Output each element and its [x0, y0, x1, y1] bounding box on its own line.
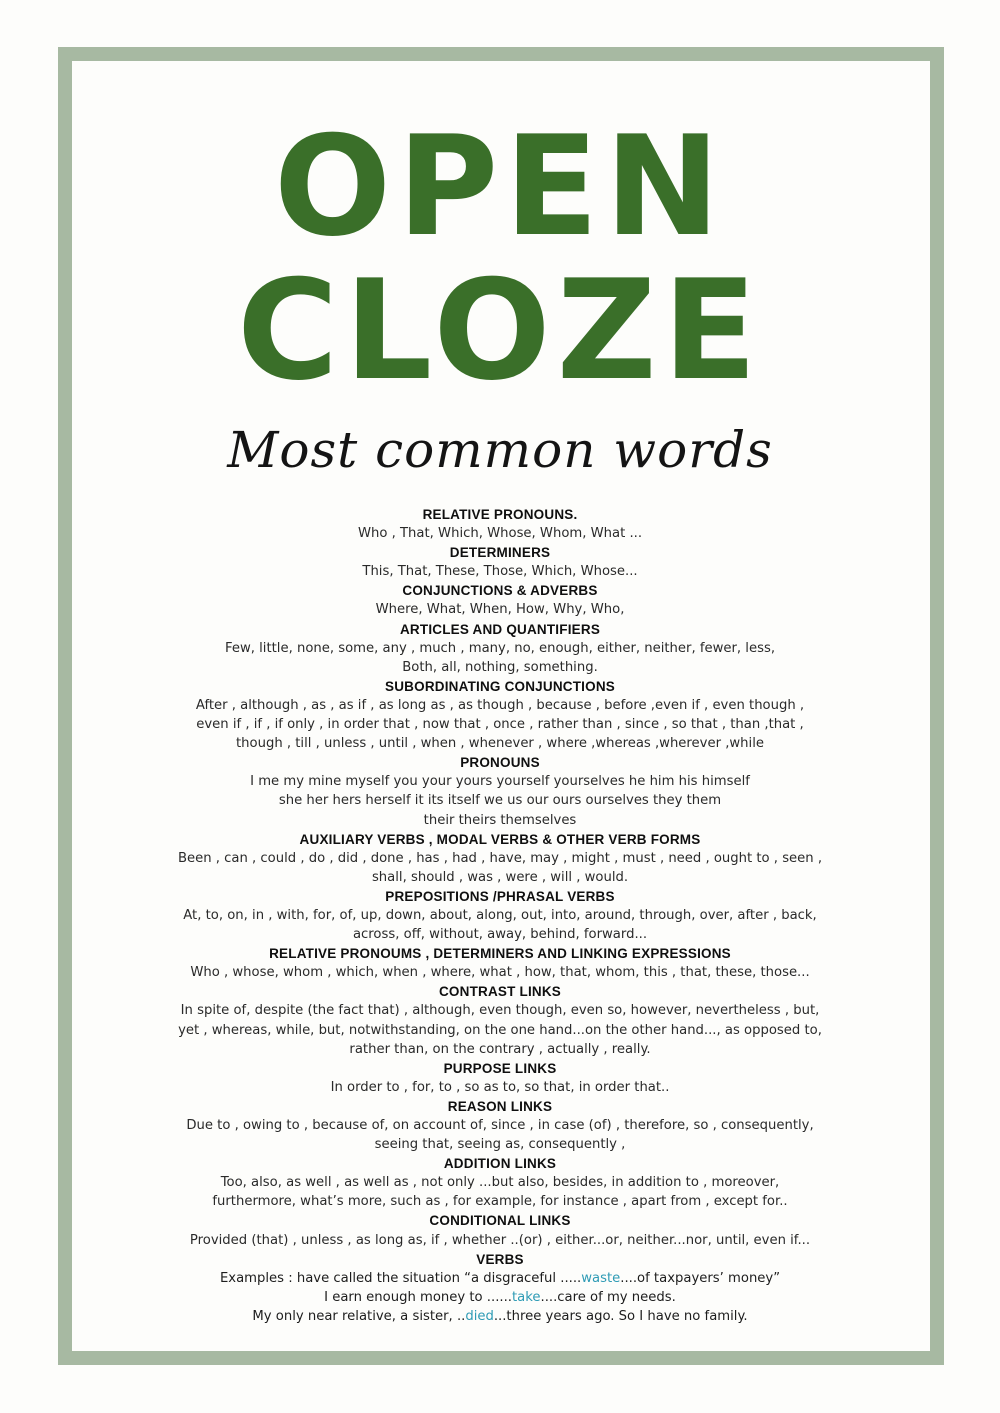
example-line — [140, 1307, 860, 1326]
section-heading: CONJUNCTIONS & ADVERBS — [402, 583, 598, 599]
section-line: In order to , for, to , so as to, so that, in order that.. — [330, 1079, 670, 1095]
section-heading: RELATIVE PRONOUNS. — [422, 507, 578, 522]
section-line: This, That, These, Those, Which, Whose... — [362, 564, 638, 580]
section — [140, 830, 860, 887]
section-line: In spite of, despite (the fact that) , although, even though, even so, however, nevertheless , but, — [180, 1003, 820, 1019]
section — [140, 543, 860, 581]
section-line: Both, all, nothing, something. — [402, 659, 598, 675]
section-line: across, off, without, away, behind, forward... — [352, 927, 648, 943]
section — [140, 1154, 860, 1211]
section-line: their theirs themselves — [423, 812, 577, 828]
section-line: After , although , as , as if , as long as , as though , because , before ,even if , even though , — [195, 697, 805, 713]
example-text: My only near relative, a sister, .. — [252, 1308, 466, 1324]
section-line: Who , That, Which, Whose, Whom, What ... — [357, 526, 643, 542]
example-text: ...three years ago. So I have no family. — [493, 1308, 748, 1324]
example-answer: take — [511, 1289, 541, 1305]
section — [140, 1097, 860, 1154]
section-line: even if , if , if only , in order that , now that , once , rather than , since , so that , than ,that , — [196, 717, 804, 733]
section-line: furthermore, what’s more, such as , for example, for instance , apart from , except for.. — [212, 1194, 788, 1210]
section-line: yet , whereas, while, but, notwithstanding, on the one hand...on the other hand..., as opposed to, — [178, 1022, 822, 1038]
section-heading: CONDITIONAL LINKS — [429, 1213, 571, 1229]
example-answer: died — [465, 1308, 494, 1324]
title-line-open: OPEN — [273, 106, 727, 267]
section-heading: ARTICLES AND QUANTIFIERS — [399, 621, 601, 637]
section-verbs — [140, 1250, 860, 1326]
example-line — [140, 1269, 860, 1288]
title-line-cloze: CLOZE — [237, 250, 763, 411]
section — [140, 581, 860, 619]
example-text: ....care of my needs. — [540, 1289, 676, 1305]
section-line: rather than, on the contrary , actually , really. — [349, 1041, 651, 1057]
example-answer: waste — [581, 1270, 621, 1286]
section-heading: CONTRAST LINKS — [438, 984, 562, 1000]
word-list — [140, 505, 860, 1326]
section-heading: PRONOUNS — [460, 755, 540, 771]
section — [140, 505, 860, 543]
section — [140, 944, 860, 982]
section-line: At, to, on, in , with, for, of, up, down, about, along, out, into, around, through, over, after , back, — [183, 907, 817, 923]
section-line: seeing that, seeing as, consequently , — [374, 1137, 626, 1153]
section-line: though , till , unless , until , when , whenever , where ,whereas ,wherever ,while — [236, 736, 764, 752]
section — [140, 982, 860, 1058]
section-line: she her hers herself it its itself we us our ours ourselves they them — [278, 793, 722, 809]
section-line: Few, little, none, some, any , much , many, no, enough, either, neither, fewer, less, — [224, 640, 776, 656]
section-heading: RELATIVE PRONOUMS , DETERMINERS AND LINKING EXPRESSIONS — [269, 946, 731, 962]
section — [140, 677, 860, 753]
section-heading: REASON LINKS — [447, 1098, 553, 1114]
section-heading: DETERMINERS — [449, 545, 551, 561]
section-line: shall, should , was , were , will , would. — [371, 869, 629, 885]
example-text: I earn enough money to ...... — [324, 1289, 512, 1305]
section-heading: ADDITION LINKS — [443, 1156, 557, 1172]
section-heading: SUBORDINATING CONJUNCTIONS — [385, 678, 615, 694]
example-text: ....of taxpayers’ money” — [620, 1270, 781, 1286]
section-heading: PURPOSE LINKS — [443, 1060, 557, 1076]
section-line: Provided (that) , unless , as long as, if , whether ..(or) , either...or, neither...nor, until, even if... — [189, 1232, 811, 1248]
example-text: Examples : have called the situation “a disgraceful ..... — [219, 1270, 582, 1286]
section-heading: VERBS — [476, 1251, 524, 1267]
section — [140, 753, 860, 829]
section — [140, 1059, 860, 1097]
section-heading: PREPOSITIONS /PHRASAL VERBS — [385, 888, 615, 904]
section-line: Been , can , could , do , did , done , has , had , have, may , might , must , need , ought to , seen , — [177, 850, 823, 866]
example-line — [140, 1288, 860, 1307]
section — [140, 1211, 860, 1249]
subtitle: Most common words — [227, 421, 773, 479]
section-line: Where, What, When, How, Why, Who, — [375, 602, 625, 618]
section-line: I me my mine myself you your yours yourself yourselves he him his himself — [250, 774, 750, 790]
section-line: Who , whose, whom , which, when , where, what , how, that, whom, this , that, these, those... — [190, 965, 810, 981]
section — [140, 620, 860, 677]
section-line: Due to , owing to , because of, on account of, since , in case (of) , therefore, so , consequently, — [186, 1118, 814, 1133]
section — [140, 887, 860, 944]
section-heading: AUXILIARY VERBS , MODAL VERBS & OTHER VERB FORMS — [299, 831, 701, 847]
section-line: Too, also, as well , as well as , not only ...but also, besides, in addition to , moreover, — [220, 1175, 780, 1191]
